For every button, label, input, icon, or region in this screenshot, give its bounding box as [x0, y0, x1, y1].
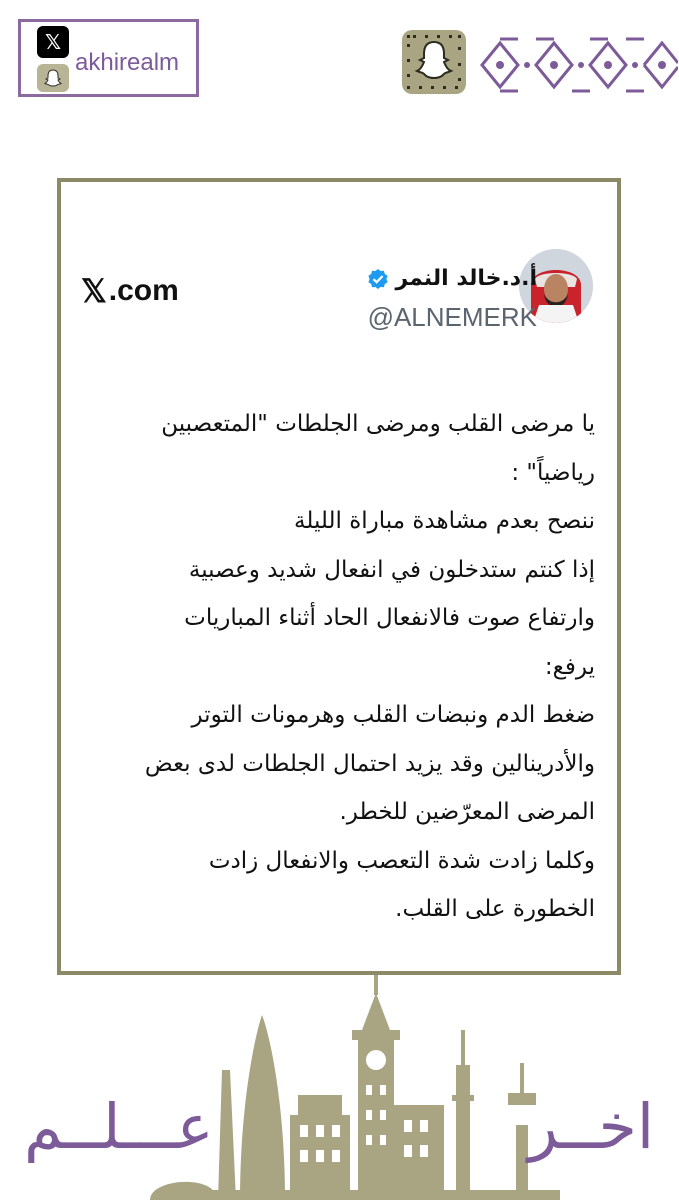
tweet-card	[57, 178, 621, 975]
x-logo-icon: 𝕏	[81, 273, 107, 309]
brand-word-right: اخــر	[528, 1090, 655, 1163]
verified-badge-icon	[367, 268, 389, 290]
tweet-line: المرضى المعرّضين للخطر.	[339, 799, 595, 825]
author-handle[interactable]: @ALNEMERK	[367, 302, 537, 332]
badge-handle: akhirealm	[75, 49, 180, 76]
tweet-line: ضغط الدم ونبضات القلب وهرمونات التوتر	[191, 702, 595, 728]
source-domain: .com	[108, 274, 179, 307]
brand-word-left: عـــلــم	[24, 1090, 214, 1163]
author-name[interactable]: أ.د.خالد النمر	[395, 266, 537, 291]
tweet-line: وكلما زادت شدة التعصب والانفعال زادت	[208, 847, 595, 874]
tweet-line: الخطورة على القلب.	[395, 896, 595, 922]
snapchat-icon	[37, 64, 69, 92]
tweet-body	[79, 400, 595, 934]
snapcode-icon	[402, 30, 466, 94]
tweet-line: ننصح بعدم مشاهدة مباراة الليلة	[294, 508, 595, 534]
city-skyline-illustration	[0, 975, 679, 1200]
decorative-pattern	[478, 35, 678, 95]
tweet-line: إذا كنتم ستدخلون في انفعال شديد وعصبية	[188, 556, 595, 583]
author-name-row	[367, 266, 537, 291]
tweet-line: يرفع:	[544, 653, 595, 680]
x-logo-icon: 𝕏	[37, 26, 69, 58]
tweet-line: وارتفاع صوت فالانفعال الحاد أثناء المباريات	[184, 605, 595, 631]
source-label[interactable]	[81, 272, 179, 310]
social-badge	[18, 19, 199, 97]
tweet-line: رياضياً" :	[511, 459, 595, 486]
tweet-line: والأدرينالين وقد يزيد احتمال الجلطات لدى بعض	[144, 750, 595, 777]
tweet-line: يا مرضى القلب ومرضى الجلطات "المتعصبين	[161, 411, 595, 437]
